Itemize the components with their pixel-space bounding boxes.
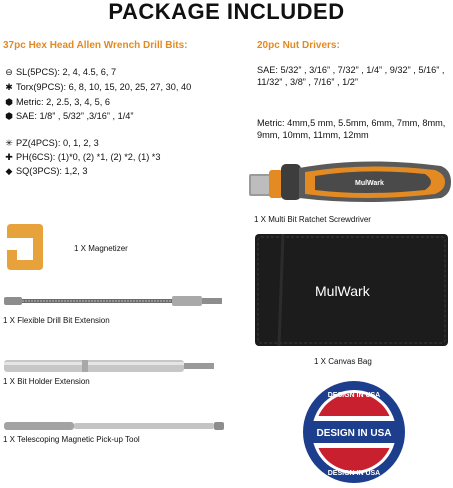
page-title: PACKAGE INCLUDED (108, 0, 345, 24)
slotted-icon: ⊖ (5, 67, 13, 77)
screwdriver-brand-print: MulWark (355, 180, 384, 187)
square-icon: ◆ (5, 166, 13, 176)
flexible-extension-image (2, 292, 227, 310)
badge-bottom-text: DESIGN IN USA (327, 470, 381, 477)
torx-icon: ✱ (5, 82, 13, 92)
bag-brand-print: MulWark (315, 283, 370, 299)
flexible-extension-caption: 1 X Flexible Drill Bit Extension (3, 316, 110, 325)
bit-text: Torx(9PCS): 6, 8, 10, 15, 20, 25, 27, 30, 40 (16, 82, 192, 92)
canvas-bag-caption: 1 X Canvas Bag (314, 357, 372, 366)
design-in-usa-badge (302, 380, 406, 484)
bit-text: SAE: 1/8” , 5/32” ,3/16” , 1/4” (16, 111, 134, 121)
bit-text: SQ(3PCS): 1,2, 3 (16, 166, 88, 176)
bit-text: PZ(4PCS): 0, 1, 2, 3 (16, 138, 99, 148)
bits-heading: 37pc Hex Head Allen Wrench Drill Bits: (3, 40, 188, 51)
bit-text: PH(6CS): (1)*0, (2) *1, (2) *2, (1) *3 (16, 152, 161, 162)
badge-top-text: DESIGN IN USA (327, 392, 381, 399)
bit-line-ph (4, 151, 161, 163)
magnetizer-image (5, 224, 45, 270)
bit-line-metric (4, 96, 110, 108)
ratchet-screwdriver-image (245, 150, 453, 206)
bit-line-pz (4, 137, 99, 149)
telescoping-pickup-caption: 1 X Telescoping Magnetic Pick-up Tool (3, 435, 140, 444)
bit-line-slotted (4, 66, 116, 78)
canvas-bag-image (255, 234, 448, 346)
badge-middle-text: DESIGN IN USA (316, 428, 392, 439)
screwdriver-caption: 1 X Multi Bit Ratchet Screwdriver (254, 215, 371, 224)
bit-text: Metric: 2, 2.5, 3, 4, 5, 6 (16, 97, 110, 107)
bit-holder-caption: 1 X Bit Holder Extension (3, 377, 90, 386)
nut-metric-text: Metric: 4mm,5 mm, 5.5mm, 6mm, 7mm, 8mm, 9mm, 10mm, 11mm, 12mm (257, 118, 446, 140)
phillips-icon: ✚ (5, 152, 13, 162)
bit-line-sq (4, 165, 88, 177)
bit-line-torx (4, 81, 191, 93)
nut-drivers-heading: 20pc Nut Drivers: (257, 40, 340, 51)
pozidriv-icon: ✳ (5, 138, 13, 148)
nut-sae-text: SAE: 5/32” , 3/16” , 7/32” , 1/4” , 9/32” , 5/16” , 11/32” , 3/8” , 7/16” , 1/2” (257, 65, 445, 87)
magnetizer-caption: 1 X Magnetizer (74, 244, 128, 253)
telescoping-pickup-image (2, 418, 227, 434)
hex-sae-icon: ⬢ (5, 111, 13, 121)
bit-text: SL(5PCS): 2, 4, 4.5, 6, 7 (16, 67, 117, 77)
bit-line-sae (4, 110, 133, 122)
hex-metric-icon: ⬢ (5, 97, 13, 107)
bit-holder-image (2, 357, 227, 375)
